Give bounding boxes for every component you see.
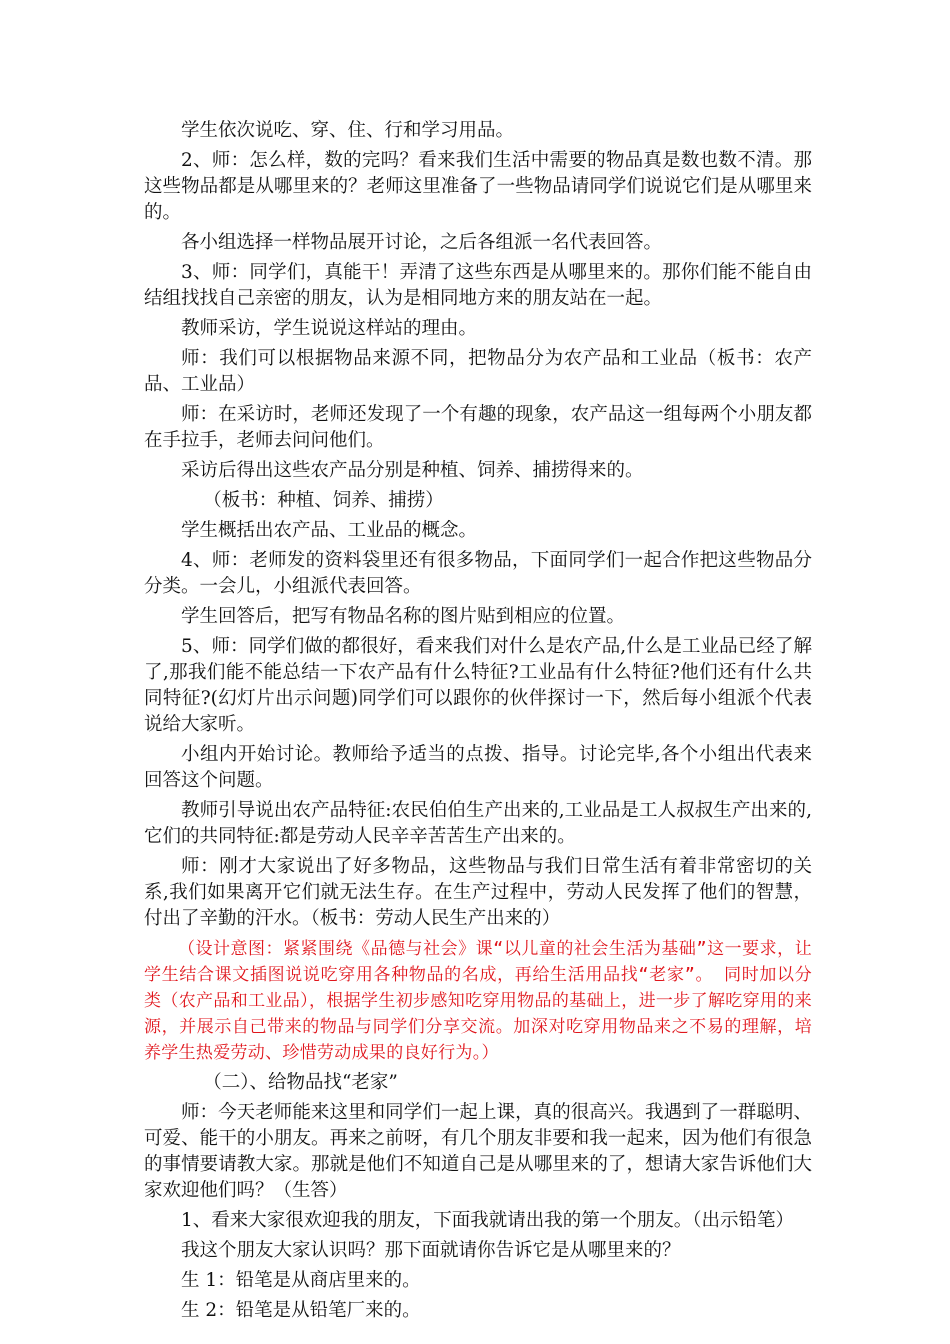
section-heading: （二）、给物品找“老家” <box>203 1072 398 1093</box>
paragraph: 生 1：铅笔是从商店里来的。 <box>181 1270 421 1291</box>
paragraph: 师：刚才大家说出了好多物品，这些物品与我们日常生活有着非常密切的关系,我们如果离开它们就无法生存。在生产过程中，劳动人民发挥了他们的智慧，付出了辛勤的汗水。（板书：劳动人民生产出来的） <box>144 856 812 929</box>
paragraph: 各小组选择一样物品展开讨论，之后各组派一名代表回答。 <box>181 232 663 253</box>
paragraph: 师：今天老师能来这里和同学们一起上课，真的很高兴。我遇到了一群聪明、可爱、能干的小朋友。再来之前呀，有几个朋友非要和我一起来，因为他们有很急的事情要请教大家。那就是他们不知道自己是从哪里来的了，想请大家告诉他们大家欢迎他们吗？（生答） <box>144 1102 812 1201</box>
paragraph: 生 2：铅笔是从铅笔厂来的。 <box>181 1300 421 1321</box>
paragraph: 3、师：同学们，真能干！弄清了这些东西是从哪里来的。那你们能不能自由结组找找自己亲密的朋友，认为是相同地方来的朋友站在一起。 <box>144 262 812 309</box>
paragraph: 教师采访，学生说说这样站的理由。 <box>181 318 478 339</box>
paragraph: 学生依次说吃、穿、住、行和学习用品。 <box>181 120 515 141</box>
paragraph: 2、师：怎么样，数的完吗？看来我们生活中需要的物品真是数也数不清。那这些物品都是从哪里来的？老师这里准备了一些物品请同学们说说它们是从哪里来的。 <box>144 150 812 223</box>
paragraph: 学生回答后，把写有物品名称的图片贴到相应的位置。 <box>181 606 626 627</box>
design-intent-note: （设计意图：紧紧围绕《品德与社会》课“以儿童的社会生活为基础”这一要求，让学生结合课文插图说说吃穿用各种物品的名成，再给生活用品找“老家”。 同时加以分类（农产品和工业品），根据学生初步感知吃穿用物品的基础上，进一步了解吃穿用的来源，并展示自己带来的物品与同学们分享交流。加深对吃穿用物品来之不易的理解，培养学生热爱劳动、珍惜劳动成果的良好行为。） <box>144 939 812 1063</box>
paragraph: 师：在采访时，老师还发现了一个有趣的现象，农产品这一组每两个小朋友都在手拉手，老师去问问他们。 <box>144 404 812 451</box>
paragraph: 采访后得出这些农产品分别是种植、饲养、捕捞得来的。 <box>181 460 644 481</box>
paragraph: 我这个朋友大家认识吗？那下面就请你告诉它是从哪里来的？ <box>181 1240 681 1261</box>
document-page <box>144 118 812 1324</box>
board-note: （板书：种植、饲养、捕捞） <box>203 490 444 511</box>
paragraph: 学生概括出农产品、工业品的概念。 <box>181 520 478 541</box>
paragraph: 5、师：同学们做的都很好，看来我们对什么是农产品,什么是工业品已经了解了,那我们能不能总结一下农产品有什么特征?工业品有什么特征?他们还有什么共同特征?(幻灯片出示问题)同学们可以跟你的伙伴探讨一下，然后每小组派个代表说给大家听。 <box>144 636 812 735</box>
paragraph: 4、师：老师发的资料袋里还有很多物品，下面同学们一起合作把这些物品分分类。一会儿，小组派代表回答。 <box>144 550 812 597</box>
paragraph: 师：我们可以根据物品来源不同，把物品分为农产品和工业品（板书：农产品、工业品） <box>144 348 812 395</box>
paragraph: 教师引导说出农产品特征:农民伯伯生产出来的,工业品是工人叔叔生产出来的,它们的共同特征:都是劳动人民辛辛苦苦生产出来的。 <box>144 800 812 847</box>
paragraph: 小组内开始讨论。教师给予适当的点拨、指导。讨论完毕,各个小组出代表来回答这个问题。 <box>144 744 812 791</box>
paragraph: 1、看来大家很欢迎我的朋友，下面我就请出我的第一个朋友。（出示铅笔） <box>181 1210 795 1231</box>
